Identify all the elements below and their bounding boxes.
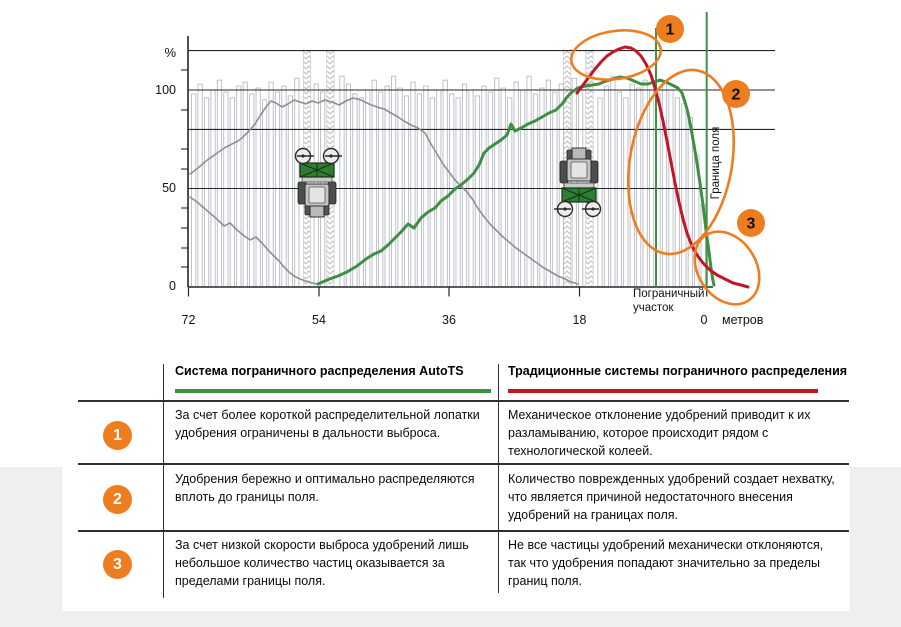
border-zone-label: Пограничный	[633, 288, 705, 300]
disc-hub	[329, 154, 332, 157]
rate-bar	[269, 82, 273, 287]
table-column-divider	[498, 364, 499, 593]
annotation-badge-1	[656, 15, 684, 43]
rate-bar	[379, 92, 383, 287]
rate-bar	[617, 92, 621, 287]
autots-cell: За счет более короткой распределительной лопатки удобрения ограничены в дальности выброса.	[175, 408, 480, 440]
rate-bar	[604, 86, 608, 287]
x-tick-label: 36	[442, 313, 456, 327]
tractor-hood	[310, 206, 324, 217]
table-divider	[78, 530, 849, 532]
traditional-cell: Количество поврежденных удобрений создает нехватку, что является причиной недостаточного внесения удобрений на границах поля.	[508, 472, 835, 522]
rate-bar	[443, 80, 447, 287]
rate-bar	[217, 80, 221, 287]
rate-bar	[243, 82, 247, 287]
hopper	[302, 177, 332, 182]
rate-bar	[359, 98, 363, 287]
disc-hub	[301, 154, 304, 157]
autots-accent-bar	[175, 389, 491, 393]
badge-number: 1	[665, 21, 675, 39]
y-tick-label: 0	[169, 279, 176, 293]
rate-bar	[430, 98, 434, 287]
x-tick-label: 0	[700, 313, 708, 327]
traditional-accent-bar	[508, 389, 818, 393]
disc-hub	[563, 207, 566, 210]
table-divider	[78, 463, 849, 465]
rate-bar	[353, 94, 357, 287]
annotation-badge-2	[722, 80, 750, 108]
rate-bar	[230, 98, 234, 287]
rate-bar	[204, 98, 208, 287]
rate-bar	[411, 82, 415, 287]
rate-bar	[630, 84, 634, 287]
rate-bar	[514, 82, 518, 287]
cab-roof	[571, 162, 587, 178]
rate-bar	[424, 86, 428, 287]
row-number-badge: 1	[103, 421, 132, 450]
rate-bar	[456, 98, 460, 287]
rate-bar	[598, 98, 602, 287]
hopper	[564, 183, 594, 188]
row-number-badge: 3	[103, 550, 132, 579]
rate-bar	[346, 84, 350, 287]
rate-bar	[224, 92, 228, 287]
autots-cell: Удобрения бережно и оптимально распределяются вплоть до границы поля.	[175, 472, 475, 504]
traditional-cell: Не все частицы удобрений механически отклоняются, так что удобрения попадают значительно за пределы границ поля.	[508, 538, 824, 588]
annotation-ellipse-1	[568, 25, 664, 85]
rate-bar	[495, 78, 499, 287]
page-margin-left	[0, 467, 62, 627]
field-border-label: Граница поля	[710, 126, 722, 200]
page-margin-bottom	[0, 611, 901, 627]
border-zone-label: участок	[633, 302, 674, 314]
column-header-traditional: Традиционные системы пограничного распределения	[508, 364, 848, 378]
rate-bar	[192, 94, 196, 287]
rate-bar	[462, 84, 466, 287]
table-column-divider	[163, 364, 164, 598]
rate-bar	[340, 76, 344, 287]
rate-bar	[404, 96, 408, 287]
row-number-badge: 2	[103, 485, 132, 514]
rate-bar	[688, 118, 692, 287]
column-header-autots: Система пограничного распределения AutoTS	[175, 364, 464, 378]
tractor-hood	[572, 148, 586, 159]
badge-number: 3	[746, 215, 756, 233]
table-divider	[78, 400, 849, 402]
page-margin-right	[850, 467, 901, 627]
x-axis-unit-label: метров	[722, 313, 764, 327]
x-tick-label: 54	[312, 313, 326, 327]
rate-bar	[385, 86, 389, 287]
rate-bar	[282, 86, 286, 287]
badge-number: 2	[731, 86, 741, 104]
rate-bar	[559, 84, 563, 287]
rate-bar	[482, 86, 486, 287]
rate-bar	[475, 96, 479, 287]
rate-bar	[237, 86, 241, 287]
rate-bar	[288, 96, 292, 287]
y-tick-label: 100	[155, 83, 176, 97]
rate-bar	[682, 104, 686, 287]
rate-bar	[417, 94, 421, 287]
annotation-badge-3	[737, 209, 765, 237]
y-tick-label: 50	[162, 181, 176, 195]
rate-bar	[662, 82, 666, 287]
rate-bar	[198, 84, 202, 287]
rate-bar	[553, 92, 557, 287]
y-axis-unit-label: %	[164, 45, 176, 60]
rate-bar	[501, 88, 505, 287]
disc-hub	[591, 207, 594, 210]
autots-cell: За счет низкой скорости выброса удобрений лишь небольшое количество частиц оказывается за пределами границы поля.	[175, 538, 469, 588]
rate-bar	[391, 76, 395, 287]
cab-roof	[309, 187, 325, 203]
rate-bar	[262, 100, 266, 287]
rate-bar	[572, 78, 576, 287]
rate-bar	[611, 76, 615, 287]
x-tick-label: 18	[572, 313, 587, 327]
rate-bar	[488, 92, 492, 287]
rate-bar	[250, 94, 254, 287]
traditional-cell: Механическое отклонение удобрений приводит к их разламыванию, которое происходит рядом с технологической колеей.	[508, 408, 811, 458]
gray-spread-curve-right	[190, 98, 578, 284]
x-tick-label: 72	[181, 313, 196, 327]
